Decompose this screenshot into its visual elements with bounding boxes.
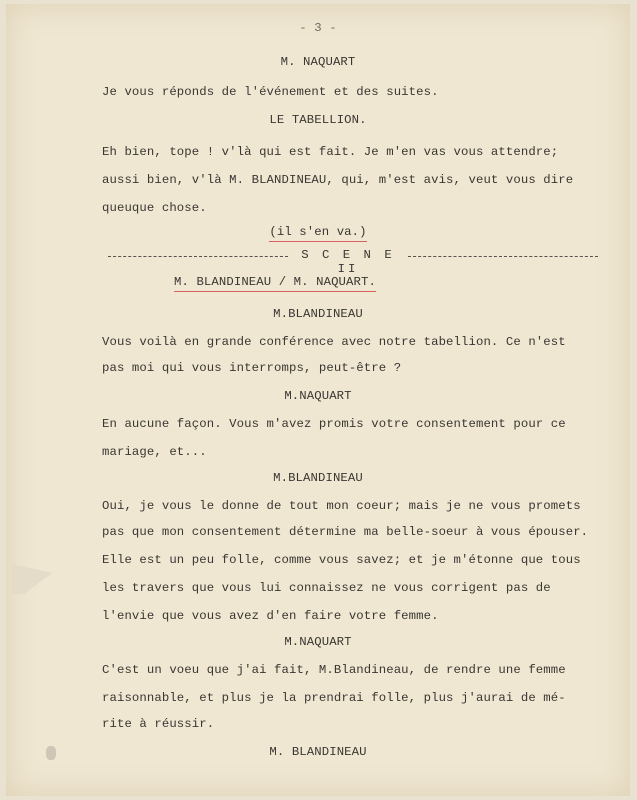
speaker-naquart-1: M. NAQUART (280, 55, 356, 69)
torn-corner (12, 564, 52, 594)
divider-right-dashes (408, 256, 598, 257)
line-p13: l'envie que vous avez d'en faire votre femme. (102, 609, 439, 623)
speaker-naquart-2: M.NAQUART (284, 389, 352, 403)
speaker-tabellion: LE TABELLION. (269, 113, 367, 127)
scene-heading: S C E N E II (301, 248, 395, 276)
scene-divider (108, 248, 598, 276)
line-p15: raisonnable, et plus je la prendrai folle, plus j'aurai de mé- (102, 691, 566, 705)
line-p6: pas moi qui vous interromps, peut-être ? (102, 361, 402, 375)
speaker-blandineau-1: M.BLANDINEAU (273, 307, 363, 321)
speaker-naquart-3: M.NAQUART (284, 635, 352, 649)
line-p12: les travers que vous lui connaissez ne vous corrigent pas de (102, 581, 551, 595)
line-p8: mariage, et... (102, 445, 207, 459)
line-p4: queuque chose. (102, 201, 207, 215)
line-p11: Elle est un peu folle, comme vous savez; et je m'étonne que tous (102, 553, 581, 567)
characters-wrap (174, 274, 376, 290)
typed-page (6, 4, 630, 796)
divider-left-dashes (108, 256, 288, 257)
line-p16: rite à réussir. (102, 717, 215, 731)
speaker-blandineau-2: M.BLANDINEAU (273, 471, 363, 485)
line-p3: aussi bien, v'là M. BLANDINEAU, qui, m'est avis, veut vous dire (102, 173, 574, 187)
scene-characters: M. BLANDINEAU / M. NAQUART. (174, 275, 376, 292)
line-p10: pas que mon consentement détermine ma belle-soeur à vous épouser. (102, 525, 589, 539)
line-p1: Je vous réponds de l'événement et des suites. (102, 85, 439, 99)
line-p9: Oui, je vous le donne de tout mon coeur; mais je ne vous promets (102, 499, 581, 513)
line-p5: Vous voilà en grande conférence avec notre tabellion. Ce n'est (102, 335, 566, 349)
speaker-blandineau-3: M. BLANDINEAU (269, 745, 367, 759)
stage-direction: (il s'en va.) (269, 225, 366, 242)
page-number: - 3 - (299, 21, 337, 35)
stage-direction-wrap (6, 224, 630, 240)
line-p2: Eh bien, tope ! v'là qui est fait. Je m'en vas vous attendre; (102, 145, 559, 159)
line-p7: En aucune façon. Vous m'avez promis votre consentement pour ce (102, 417, 566, 431)
line-p14: C'est un voeu que j'ai fait, M.Blandineau, de rendre une femme (102, 663, 566, 677)
